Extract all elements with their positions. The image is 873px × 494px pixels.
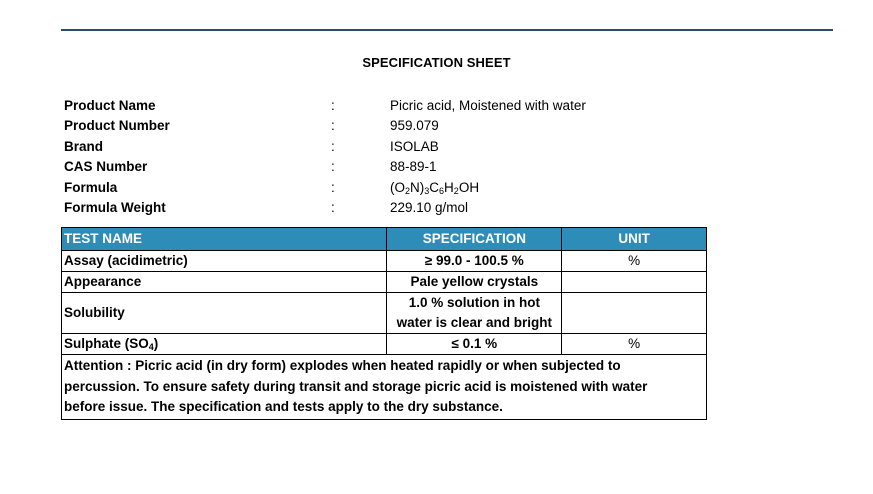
- info-colon: :: [331, 138, 335, 154]
- info-value: 959.079: [390, 118, 439, 134]
- spec-cell: ≤ 0.1 %: [387, 334, 562, 355]
- spec-line: water is clear and bright: [396, 315, 552, 330]
- attention-note: [62, 355, 707, 420]
- unit-cell: [562, 293, 707, 334]
- note-line: before issue. The specification and tests apply to the dry substance.: [64, 399, 503, 414]
- info-value: 88-89-1: [390, 159, 437, 175]
- info-label: Formula: [64, 179, 118, 195]
- unit-cell: %: [562, 251, 707, 272]
- top-divider: [61, 29, 833, 31]
- info-label: CAS Number: [64, 159, 148, 175]
- attention-note-row: [62, 355, 707, 420]
- info-value: 229.10 g/mol: [390, 199, 469, 215]
- unit-cell: [562, 272, 707, 293]
- spec-line: 1.0 % solution in hot: [408, 295, 540, 310]
- formula-value: $(O_2N)_3C_6H_2OH$: [390, 179, 480, 196]
- spec-cell: Pale yellow crystals: [387, 272, 562, 293]
- info-value: ISOLAB: [390, 138, 439, 154]
- table-header-row: [62, 228, 707, 251]
- header-test-name: TEST NAME: [62, 228, 387, 251]
- table-row: [62, 272, 707, 293]
- note-line: Attention : Picric acid (in dry form) explodes when heated rapidly or when subjected to: [64, 358, 621, 373]
- table-row: [62, 293, 707, 334]
- test-name-cell: Assay (acidimetric): [62, 251, 387, 272]
- test-name-cell: Solubility: [62, 293, 387, 334]
- test-name-cell: Sulphate $(SO_4)$: [62, 334, 387, 355]
- table-row: [62, 251, 707, 272]
- specification-table: [61, 227, 707, 420]
- unit-cell: %: [562, 334, 707, 355]
- spec-cell: [387, 293, 562, 334]
- test-name-cell: Appearance: [62, 272, 387, 293]
- spec-cell: ≥ 99.0 - 100.5 %: [387, 251, 562, 272]
- note-line: percussion. To ensure safety during transit and storage picric acid is moistened with water: [64, 378, 648, 394]
- header-specification: SPECIFICATION: [387, 228, 562, 251]
- info-colon: :: [331, 118, 335, 134]
- table-row: [62, 334, 707, 355]
- info-colon: :: [331, 159, 335, 175]
- info-colon: :: [331, 199, 335, 215]
- info-label: Product Name: [64, 98, 156, 113]
- info-label: Formula Weight: [64, 199, 166, 215]
- info-colon: :: [331, 98, 335, 113]
- info-label: Product Number: [64, 118, 170, 134]
- info-colon: :: [331, 179, 335, 195]
- header-unit: UNIT: [562, 228, 707, 251]
- info-value: Picric acid, Moistened with water: [390, 98, 586, 113]
- info-label: Brand: [64, 138, 104, 154]
- page-title: SPECIFICATION SHEET: [362, 55, 511, 70]
